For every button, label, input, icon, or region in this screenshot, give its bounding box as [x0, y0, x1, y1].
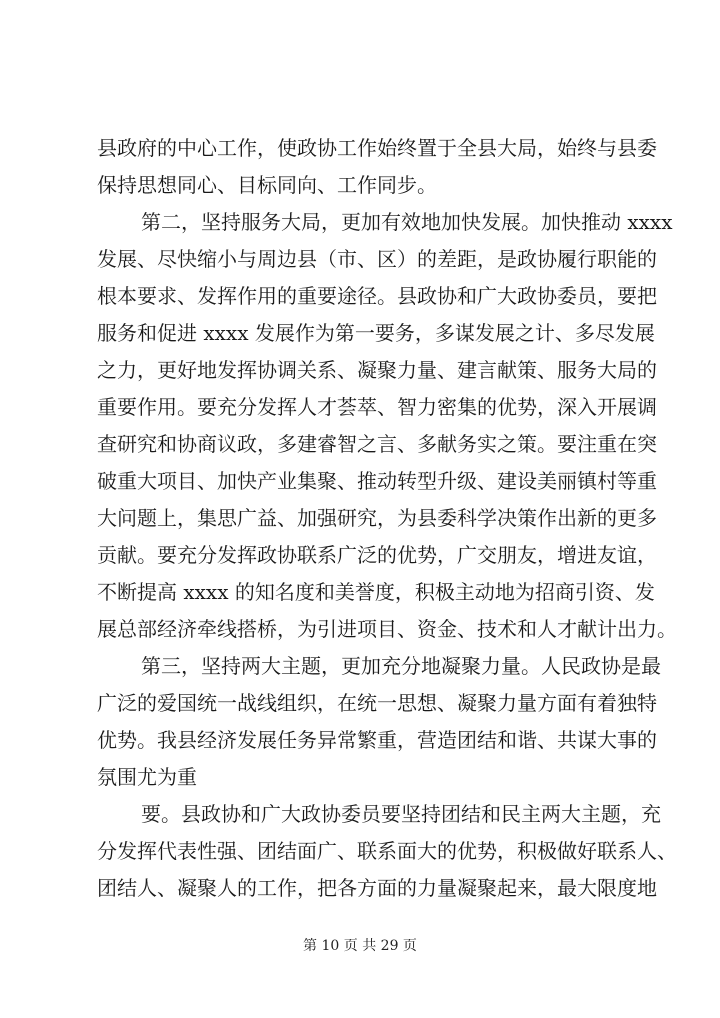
document-body: [97, 130, 677, 907]
text-line: 优势。我县经济发展任务异常繁重，营造团结和谐、共谋大事的: [97, 728, 657, 752]
text-line: 第二，坚持服务大局，更加有效地加快发展。加快推动 xxxx: [141, 210, 673, 234]
text-line: 贡献。要充分发挥政协联系广泛的优势，广交朋友，增进友谊，: [97, 543, 657, 567]
text-line: 服务和促进 xxxx 发展作为第一要务，多谋发展之计、多尽发展: [97, 321, 655, 345]
text-line: 广泛的爱国统一战线组织，在统一思想、凝聚力量方面有着独特: [97, 691, 657, 715]
text-line: 根本要求、发挥作用的重要途径。县政协和广大政协委员，要把: [97, 284, 657, 308]
text-line: 查研究和协商议政，多建睿智之言、多献务实之策。要注重在突: [97, 432, 657, 456]
page-number-footer: 第 10 页 共 29 页: [303, 938, 417, 954]
text-line: 之力，更好地发挥协调关系、凝聚力量、建言献策、服务大局的: [97, 358, 657, 382]
text-line: 展总部经济牵线搭桥，为引进项目、资金、技术和人才献计出力。: [97, 617, 677, 641]
text-line: 保持思想同心、目标同向、工作同步。: [97, 173, 437, 197]
text-line: 分发挥代表性强、团结面广、联系面大的优势，积极做好联系人、: [97, 839, 677, 863]
text-line: 不断提高 xxxx 的知名度和美誉度，积极主动地为招商引资、发: [97, 580, 655, 604]
text-line: 重要作用。要充分发挥人才荟萃、智力密集的优势，深入开展调: [97, 395, 657, 419]
text-line: 大问题上，集思广益、加强研究，为县委科学决策作出新的更多: [97, 506, 657, 530]
text-line: 第三，坚持两大主题，更加充分地凝聚力量。人民政协是最: [141, 654, 661, 678]
text-line: 破重大项目、加快产业集聚、推动转型升级、建设美丽镇村等重: [97, 469, 657, 493]
text-line: 发展、尽快缩小与周边县（市、区）的差距，是政协履行职能的: [97, 247, 657, 271]
text-line: 氛围尤为重: [97, 765, 197, 789]
text-line: 县政府的中心工作，使政协工作始终置于全县大局，始终与县委: [97, 136, 657, 160]
text-line: 团结人、凝聚人的工作，把各方面的力量凝聚起来，最大限度地: [97, 876, 657, 900]
text-line: 要。县政协和广大政协委员要坚持团结和民主两大主题，充: [141, 802, 661, 826]
